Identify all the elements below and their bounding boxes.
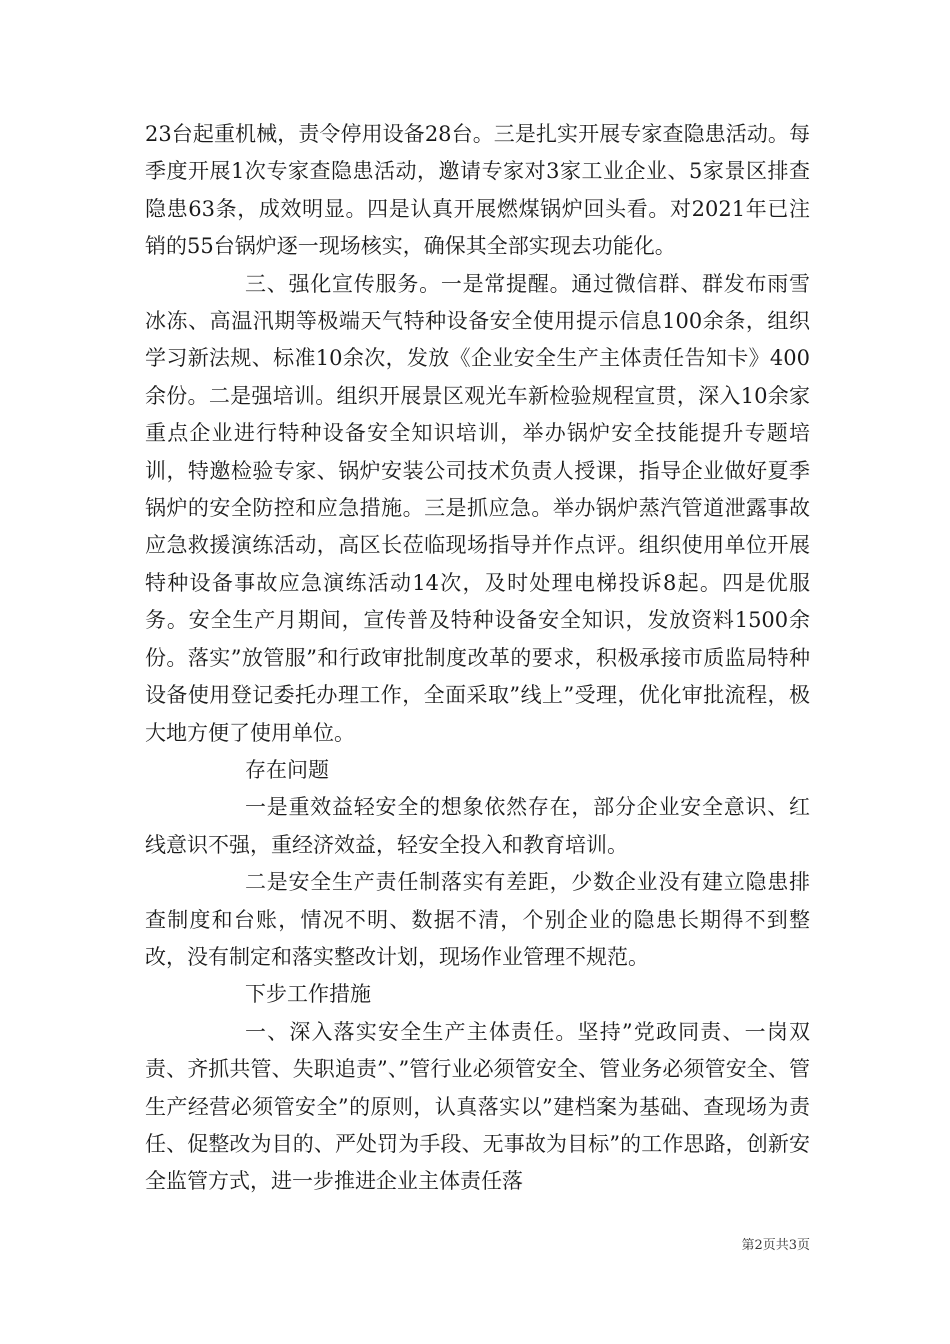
paragraph-publicity-service: 三、强化宣传服务。一是常提醒。通过微信群、群发布雨雪冰冻、高温汛期等极端天气特种设备安全使用提示信息100余条，组织学习新法规、标准10余次，发放《企业安全生产主体责任告知卡》400余份。二是强培训。组织开展景区观光车新检验规程宣贯，深入10余家重点企业进行特种设备安全知识培训，举办锅炉安全技能提升专题培训，特邀检验专家、锅炉安装公司技术负责人授课，指导企业做好夏季锅炉的安全防控和应急措施。三是抓应急。举办锅炉蒸汽管道泄露事故应急救援演练活动，高区长莅临现场指导并作点评。组织使用单位开展特种设备事故应急演练活动14次，及时处理电梯投诉8起。四是优服务。安全生产月期间，宣传普及特种设备安全知识，发放资料1500余份。落实”放管服”和行政审批制度改革的要求，积极承接市质监局特种设备使用登记委托办理工作，全面采取”线上”受理，优化审批流程，极大地方便了使用单位。 (145, 271, 810, 745)
paragraph-continued: 23台起重机械，责令停用设备28台。三是扎实开展专家查隐患活动。每季度开展1次专家查隐患活动，邀请专家对3家工业企业、5家景区排查隐患63条，成效明显。四是认真开展燃煤锅炉回头看。对2021年已注销的55台锅炉逐一现场核实，确保其全部实现去功能化。 (145, 122, 810, 259)
paragraph-problem-one: 一是重效益轻安全的想象依然存在，部分企业安全意识、红线意识不强，重经济效益，轻安全投入和教育培训。 (145, 795, 810, 857)
heading-existing-problems: 存在问题 (245, 757, 329, 782)
paragraph-next-step-one: 一、深入落实安全生产主体责任。坚持”党政同责、一岗双责、齐抓共管、失职追责”、”管行业必须管安全、管业务必须管安全、管生产经营必须管安全”的原则，认真落实以”建档案为基础、查现场为责任、促整改为目的、严处罚为手段、无事故为目标”的工作思路，创新安全监管方式，进一步推进企业主体责任落 (145, 1019, 810, 1194)
document-body (145, 116, 810, 1201)
paragraph-problem-two: 二是安全生产责任制落实有差距，少数企业没有建立隐患排查制度和台账，情况不明、数据不清，个别企业的隐患长期得不到整改，没有制定和落实整改计划，现场作业管理不规范。 (145, 870, 810, 969)
page-number-footer: 第2页共3页 (741, 1238, 810, 1253)
heading-next-steps: 下步工作措施 (245, 982, 371, 1007)
